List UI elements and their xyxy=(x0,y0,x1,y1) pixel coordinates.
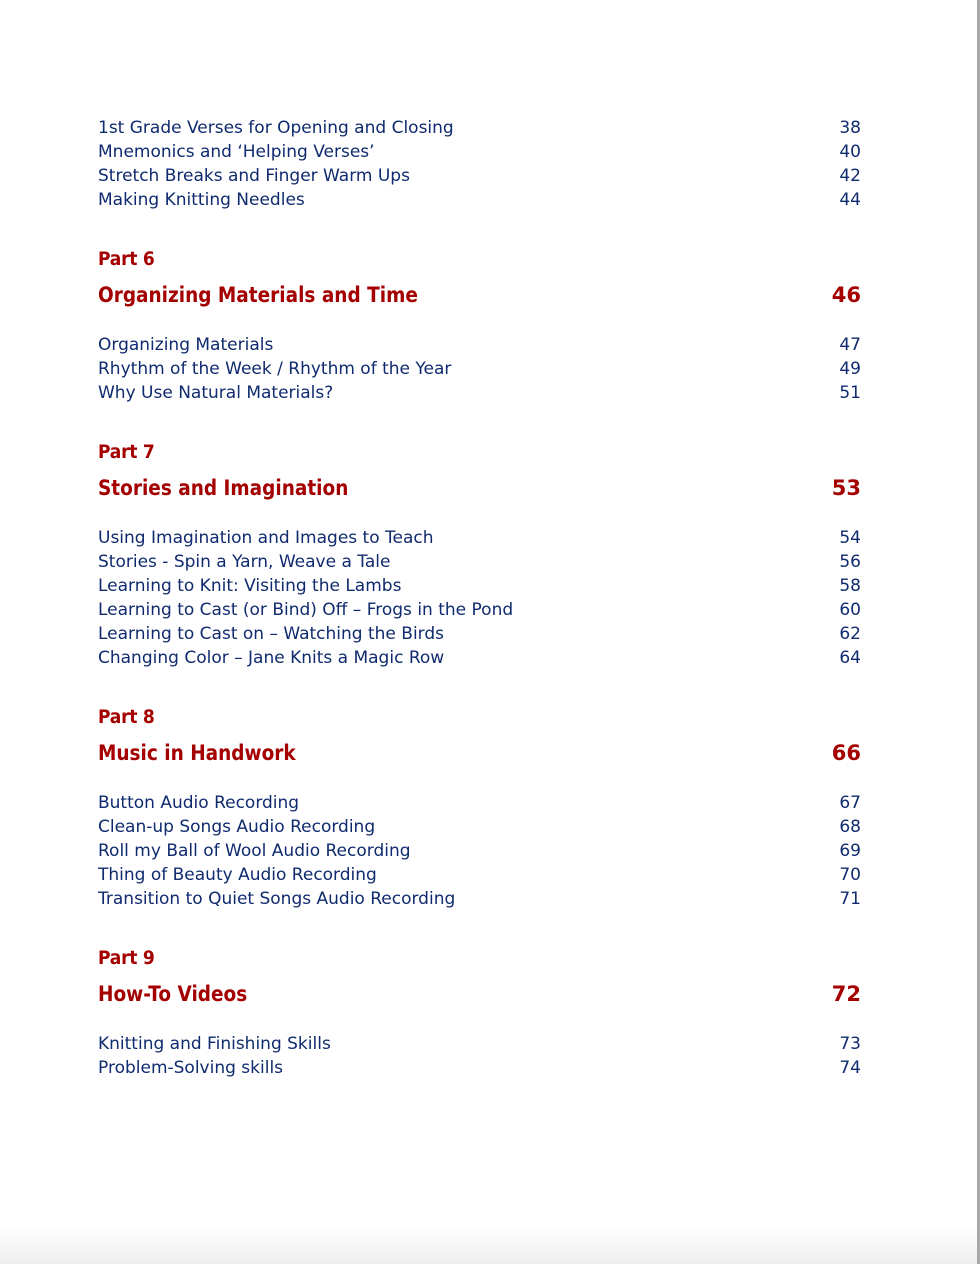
toc-entry-label: Knitting and Finishing Skills xyxy=(98,1034,331,1054)
part-page: 53 xyxy=(831,476,861,500)
toc-entry[interactable] xyxy=(98,164,861,188)
toc-entry-page: 54 xyxy=(839,528,861,548)
toc-entry-page: 42 xyxy=(839,166,861,186)
part-title: Organizing Materials and Time xyxy=(98,283,418,307)
toc-entry-page: 67 xyxy=(839,793,861,813)
part-title-entry[interactable] xyxy=(98,474,861,502)
toc-entry[interactable] xyxy=(98,1032,861,1056)
toc-entry[interactable] xyxy=(98,116,861,140)
toc-entry[interactable] xyxy=(98,622,861,646)
toc-entry-label: Learning to Cast (or Bind) Off – Frogs in the Pond xyxy=(98,600,514,620)
toc-entry-label: Using Imagination and Images to Teach xyxy=(98,528,434,548)
toc-entry-label: Stretch Breaks and Finger Warm Ups xyxy=(98,166,410,186)
toc-entry[interactable] xyxy=(98,140,861,164)
toc-entry-page: 40 xyxy=(839,142,861,162)
toc-entry-label: Learning to Cast on – Watching the Birds xyxy=(98,624,445,644)
toc-entry[interactable] xyxy=(98,526,861,550)
toc-entry-page: 69 xyxy=(839,841,861,861)
part-title-entry[interactable] xyxy=(98,281,861,309)
part-label: Part 9 xyxy=(98,947,155,969)
part-label: Part 7 xyxy=(98,441,155,463)
toc-entry[interactable] xyxy=(98,357,861,381)
part-page: 66 xyxy=(831,741,861,765)
toc-entry-page: 68 xyxy=(839,817,861,837)
toc-entry[interactable] xyxy=(98,646,861,670)
toc-entry-label: Learning to Knit: Visiting the Lambs xyxy=(98,576,402,596)
toc-entry[interactable] xyxy=(98,791,861,815)
toc-entry-page: 64 xyxy=(839,648,861,668)
toc-entry-label: Rhythm of the Week / Rhythm of the Year xyxy=(98,359,452,379)
toc-entry[interactable] xyxy=(98,550,861,574)
toc-entry[interactable] xyxy=(98,598,861,622)
toc-entry-page: 71 xyxy=(839,889,861,909)
toc-entry-page: 56 xyxy=(839,552,861,572)
toc-entry[interactable] xyxy=(98,839,861,863)
part-page: 72 xyxy=(831,982,861,1006)
toc-entry-label: Making Knitting Needles xyxy=(98,190,305,210)
toc-entry[interactable] xyxy=(98,574,861,598)
toc-entry[interactable] xyxy=(98,188,861,212)
part-title: How-To Videos xyxy=(98,982,248,1006)
toc-entry-page: 58 xyxy=(839,576,861,596)
toc-entry[interactable] xyxy=(98,381,861,405)
toc-entry-page: 70 xyxy=(839,865,861,885)
toc-entry-label: Mnemonics and ‘Helping Verses’ xyxy=(98,142,375,162)
toc-entry-label: 1st Grade Verses for Opening and Closing xyxy=(98,118,454,138)
toc-entry-page: 73 xyxy=(839,1034,861,1054)
toc-entry-page: 44 xyxy=(839,190,861,210)
part-page: 46 xyxy=(831,283,861,307)
toc-entry-label: Transition to Quiet Songs Audio Recording xyxy=(98,889,456,909)
toc-entry-label: Why Use Natural Materials? xyxy=(98,383,334,403)
part-title: Stories and Imagination xyxy=(98,476,349,500)
toc-entry-label: Problem-Solving skills xyxy=(98,1058,284,1078)
page-bottom-shadow xyxy=(0,1224,977,1264)
toc-entry-page: 51 xyxy=(839,383,861,403)
toc-entry-label: Clean-up Songs Audio Recording xyxy=(98,817,376,837)
part-label: Part 8 xyxy=(98,706,155,728)
part-title-entry[interactable] xyxy=(98,980,861,1008)
toc-entry-label: Organizing Materials xyxy=(98,335,274,355)
table-of-contents xyxy=(98,116,861,1080)
toc-entry-label: Stories - Spin a Yarn, Weave a Tale xyxy=(98,552,391,572)
part-label: Part 6 xyxy=(98,248,155,270)
toc-entry-label: Thing of Beauty Audio Recording xyxy=(98,865,377,885)
toc-entry-label: Changing Color – Jane Knits a Magic Row xyxy=(98,648,445,668)
part-title-entry[interactable] xyxy=(98,739,861,767)
toc-entry[interactable] xyxy=(98,333,861,357)
toc-entry[interactable] xyxy=(98,863,861,887)
toc-entry-page: 38 xyxy=(839,118,861,138)
toc-entry-page: 74 xyxy=(839,1058,861,1078)
toc-entry[interactable] xyxy=(98,887,861,911)
toc-entry[interactable] xyxy=(98,1056,861,1080)
toc-entry-page: 49 xyxy=(839,359,861,379)
toc-entry-label: Button Audio Recording xyxy=(98,793,300,813)
toc-entry-page: 60 xyxy=(839,600,861,620)
toc-entry-label: Roll my Ball of Wool Audio Recording xyxy=(98,841,411,861)
toc-entry-page: 47 xyxy=(839,335,861,355)
toc-entry[interactable] xyxy=(98,815,861,839)
toc-entry-page: 62 xyxy=(839,624,861,644)
part-title: Music in Handwork xyxy=(98,741,296,765)
